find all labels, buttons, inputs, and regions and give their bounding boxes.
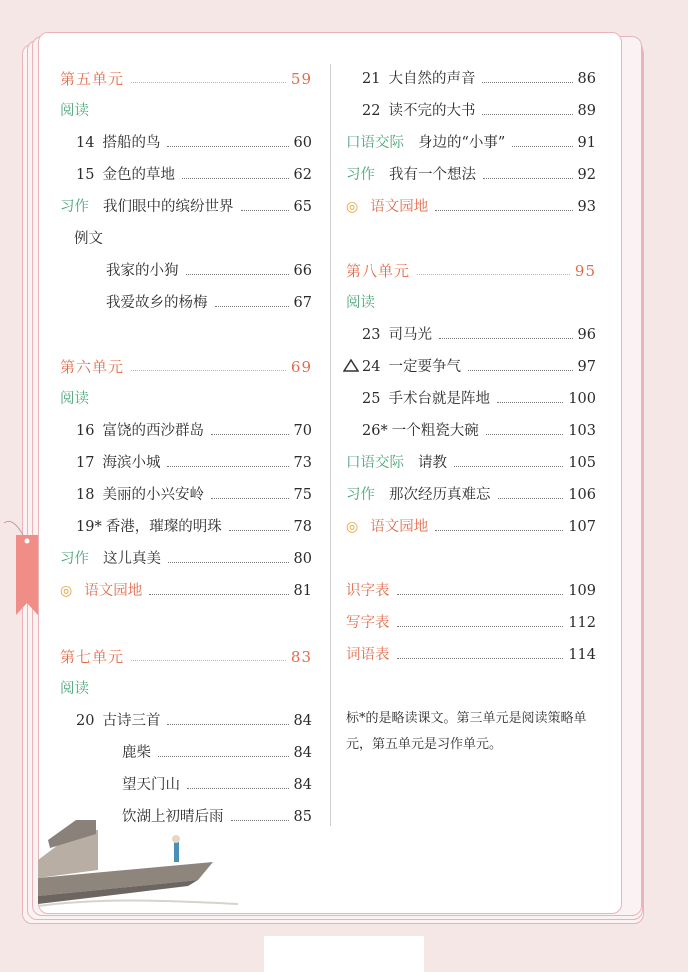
leader-dots <box>229 530 289 531</box>
page-number: 66 <box>293 263 312 279</box>
section-read: 阅读 <box>346 295 375 311</box>
leader-dots <box>482 82 572 83</box>
leader-dots <box>435 210 572 211</box>
lesson-number: 18 <box>76 487 95 503</box>
page-number: 109 <box>568 583 596 599</box>
footer-blank <box>264 936 424 972</box>
page-number: 103 <box>568 423 596 439</box>
lesson-entry[interactable] <box>76 130 312 156</box>
appendix-title: 识字表 <box>346 583 390 599</box>
page-number: 84 <box>293 777 312 793</box>
unit-title: 第六单元 <box>60 358 125 376</box>
writing-entry[interactable] <box>60 546 312 572</box>
leader-dots <box>158 756 289 757</box>
page-number: 91 <box>577 135 596 151</box>
lesson-entry[interactable] <box>362 354 596 380</box>
page-number: 97 <box>577 359 596 375</box>
page-number: 100 <box>568 391 596 407</box>
leader-dots <box>149 594 288 595</box>
page-number: 67 <box>293 295 312 311</box>
page-number: 73 <box>293 455 312 471</box>
circle-icon: ◎ <box>346 519 359 535</box>
entry-label: 习作 <box>60 199 89 215</box>
sample-entry[interactable] <box>106 290 312 316</box>
page-number: 75 <box>293 487 312 503</box>
page-number: 92 <box>577 167 596 183</box>
page-number: 70 <box>293 423 312 439</box>
page-number: 60 <box>293 135 312 151</box>
leader-dots <box>497 402 563 403</box>
lesson-entry[interactable] <box>76 514 312 540</box>
lesson-entry[interactable] <box>76 450 312 476</box>
poem-entry[interactable] <box>122 804 312 830</box>
lesson-title: 手术台就是阵地 <box>388 391 490 407</box>
lesson-number: 24 <box>362 359 381 375</box>
writing-entry[interactable] <box>346 162 596 188</box>
page-number: 83 <box>290 648 312 666</box>
lesson-title: 搭船的鸟 <box>102 135 161 151</box>
entry-title: 这儿真美 <box>103 551 161 567</box>
page-number: 59 <box>290 70 312 88</box>
poem-title: 饮湖上初晴后雨 <box>122 809 224 825</box>
entry-label: 习作 <box>346 487 375 503</box>
leader-dots <box>498 498 564 499</box>
appendix-entry[interactable] <box>346 610 596 636</box>
chinese-garden-entry[interactable] <box>60 578 312 604</box>
entry-title: 请教 <box>418 455 447 471</box>
leader-dots <box>439 338 573 339</box>
leader-dots <box>482 114 572 115</box>
leader-dots <box>483 178 573 179</box>
triangle-mark-icon <box>343 358 359 372</box>
entry-label: 习作 <box>60 551 89 567</box>
lesson-title: 司马光 <box>388 327 432 343</box>
leader-dots <box>167 146 288 147</box>
leader-dots <box>435 530 563 531</box>
lesson-number: 25 <box>362 391 381 407</box>
lesson-entry[interactable] <box>76 708 312 734</box>
poem-entry[interactable] <box>122 772 312 798</box>
unit-heading[interactable] <box>60 354 312 380</box>
lesson-title: 一个粗瓷大碗 <box>391 423 479 439</box>
leader-dots <box>397 626 564 627</box>
unit-heading[interactable] <box>346 258 596 284</box>
unit-title: 第八单元 <box>346 262 411 280</box>
page-number: 112 <box>568 615 596 631</box>
page-number: 89 <box>577 103 596 119</box>
entry-title: 我有一个想法 <box>389 167 476 183</box>
writing-entry[interactable] <box>60 194 312 220</box>
chinese-garden-entry[interactable] <box>346 194 596 220</box>
oral-entry[interactable] <box>346 450 596 476</box>
leader-dots <box>215 306 289 307</box>
page-number: 84 <box>293 713 312 729</box>
lesson-title: 读不完的大书 <box>388 103 476 119</box>
lesson-number: 15 <box>76 167 95 183</box>
writing-entry[interactable] <box>346 482 596 508</box>
poem-title: 鹿柴 <box>122 745 151 761</box>
chinese-garden-entry[interactable] <box>346 514 596 540</box>
lesson-title: 古诗三首 <box>102 713 161 729</box>
leader-dots <box>397 658 564 659</box>
leader-dots <box>167 466 288 467</box>
lesson-entry[interactable] <box>362 418 596 444</box>
leader-dots <box>187 788 289 789</box>
page-number: 93 <box>577 199 596 215</box>
lesson-number: 14 <box>76 135 95 151</box>
leader-dots <box>454 466 563 467</box>
leader-dots <box>397 594 564 595</box>
circle-icon: ◎ <box>346 199 359 215</box>
leader-dots <box>417 274 570 275</box>
lesson-entry[interactable] <box>362 386 596 412</box>
entry-label: 语文园地 <box>370 199 429 215</box>
page-number: 107 <box>568 519 596 535</box>
entry-label: 语文园地 <box>370 519 429 535</box>
section-read: 阅读 <box>60 391 89 407</box>
leader-dots <box>512 146 572 147</box>
lesson-title: 富饶的西沙群岛 <box>102 423 204 439</box>
leader-dots <box>168 562 289 563</box>
lesson-entry[interactable] <box>76 162 312 188</box>
leader-dots <box>241 210 289 211</box>
page-number: 95 <box>574 262 596 280</box>
entry-label: 口语交际 <box>346 135 404 151</box>
lesson-entry[interactable] <box>76 418 312 444</box>
entry-title: 我爱故乡的杨梅 <box>106 295 208 311</box>
page-number: 81 <box>293 583 312 599</box>
lesson-entry[interactable] <box>76 482 312 508</box>
page-number: 84 <box>293 745 312 761</box>
entry-label: 口语交际 <box>346 455 404 471</box>
leader-dots <box>131 82 286 83</box>
footnote: 标*的是略读课文。第三单元是阅读策略单元，第五单元是习作单元。 <box>346 711 587 752</box>
page-number: 85 <box>293 809 312 825</box>
entry-label: 习作 <box>346 167 375 183</box>
lesson-number: 17 <box>76 455 95 471</box>
leader-dots <box>186 274 289 275</box>
entry-title: 身边的“小事” <box>418 135 506 151</box>
leader-dots <box>167 724 288 725</box>
lesson-number: 20 <box>76 713 95 729</box>
sample-essay-heading: 例文 <box>74 231 103 247</box>
appendix-title: 词语表 <box>346 647 390 663</box>
appendix-title: 写字表 <box>346 615 390 631</box>
appendix-entry[interactable] <box>346 642 596 668</box>
lesson-number: 26* <box>362 423 388 439</box>
lesson-number: 22 <box>362 103 381 119</box>
entry-label: 语文园地 <box>84 583 143 599</box>
leader-dots <box>182 178 289 179</box>
page-number: 69 <box>290 358 312 376</box>
section-read: 阅读 <box>60 103 89 119</box>
unit-heading[interactable] <box>60 644 312 670</box>
page-number: 65 <box>293 199 312 215</box>
page-number: 80 <box>293 551 312 567</box>
lesson-number: 21 <box>362 71 381 87</box>
circle-icon: ◎ <box>60 583 73 599</box>
leader-dots <box>131 370 286 371</box>
lesson-number: 16 <box>76 423 95 439</box>
lesson-title: 一定要争气 <box>388 359 461 375</box>
lesson-title: 香港，璀璨的明珠 <box>105 519 222 535</box>
lesson-title: 大自然的声音 <box>388 71 476 87</box>
leader-dots <box>231 820 289 821</box>
lesson-number: 19* <box>76 519 102 535</box>
entry-title: 那次经历真难忘 <box>389 487 491 503</box>
page-number: 106 <box>568 487 596 503</box>
lesson-entry[interactable] <box>362 322 596 348</box>
entry-title: 我家的小狗 <box>106 263 179 279</box>
lesson-entry[interactable] <box>362 66 596 92</box>
unit-title: 第七单元 <box>60 648 125 666</box>
sample-entry[interactable] <box>106 258 312 284</box>
page-number: 96 <box>577 327 596 343</box>
leader-dots <box>486 434 564 435</box>
page-number: 114 <box>568 647 596 663</box>
leader-dots <box>211 498 289 499</box>
lesson-number: 23 <box>362 327 381 343</box>
leader-dots <box>211 434 289 435</box>
leader-dots <box>131 660 286 661</box>
lesson-title: 金色的草地 <box>102 167 175 183</box>
page-number: 78 <box>293 519 312 535</box>
lesson-title: 美丽的小兴安岭 <box>102 487 204 503</box>
page-number: 86 <box>577 71 596 87</box>
unit-title: 第五单元 <box>60 70 125 88</box>
appendix-entry[interactable] <box>346 578 596 604</box>
section-read: 阅读 <box>60 681 89 697</box>
oral-entry[interactable] <box>346 130 596 156</box>
lesson-title: 海滨小城 <box>102 455 161 471</box>
entry-title: 我们眼中的缤纷世界 <box>103 199 234 215</box>
lesson-entry[interactable] <box>362 98 596 124</box>
page-number: 105 <box>568 455 596 471</box>
poem-title: 望天门山 <box>122 777 180 793</box>
poem-entry[interactable] <box>122 740 312 766</box>
leader-dots <box>468 370 573 371</box>
page-number: 62 <box>293 167 312 183</box>
unit-heading[interactable] <box>60 66 312 92</box>
